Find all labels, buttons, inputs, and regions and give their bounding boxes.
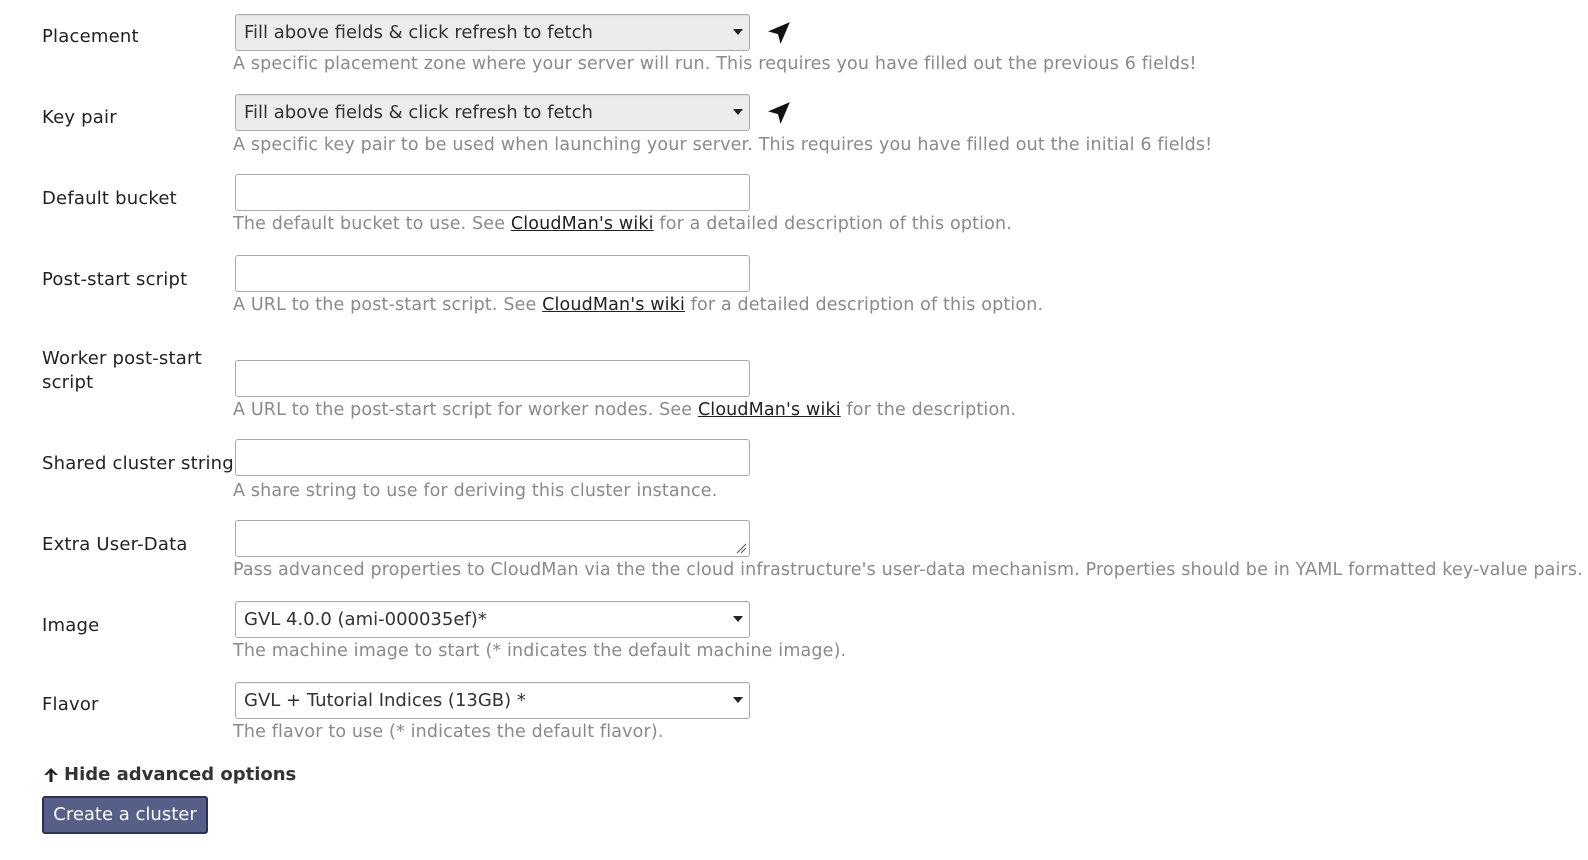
caret-down-icon: [733, 697, 743, 703]
extra-user-data-label: Extra User-Data: [42, 534, 188, 555]
post-start-script-input[interactable]: [235, 255, 750, 292]
shared-cluster-string-input[interactable]: [235, 439, 750, 476]
image-help: The machine image to start (* indicates the default machine image).: [233, 641, 847, 661]
caret-down-icon: [733, 109, 743, 115]
help-text: for a detailed description of this option.: [653, 214, 1012, 234]
image-select[interactable]: [235, 601, 750, 638]
key-pair-select[interactable]: [235, 94, 750, 131]
worker-post-start-script-help: [233, 399, 1016, 421]
help-text: The default bucket to use. See: [233, 214, 511, 234]
label-line: script: [42, 372, 94, 393]
caret-down-icon: [733, 616, 743, 622]
key-pair-help: A specific key pair to be used when launching your server. This requires you have filled out the initial 6 fields!: [233, 135, 1213, 155]
placement-select-value: Fill above fields & click refresh to fetch: [244, 22, 593, 43]
arrow-up-icon: [42, 766, 60, 784]
key-pair-label: Key pair: [42, 107, 117, 128]
placement-select[interactable]: [235, 14, 750, 51]
placement-label: Placement: [42, 26, 139, 47]
cloudman-wiki-link[interactable]: CloudMan's wiki: [542, 295, 685, 315]
create-cluster-button[interactable]: Create a cluster: [42, 796, 208, 834]
location-arrow-icon[interactable]: [766, 20, 792, 46]
label-line: Worker post-start: [42, 348, 202, 369]
hide-advanced-options-link[interactable]: [42, 763, 296, 787]
image-select-value: GVL 4.0.0 (ami-000035ef)*: [244, 609, 487, 630]
flavor-select-value: GVL + Tutorial Indices (13GB) *: [244, 690, 526, 711]
key-pair-select-value: Fill above fields & click refresh to fetch: [244, 102, 593, 123]
shared-cluster-string-label: Shared cluster string: [42, 453, 234, 474]
caret-down-icon: [733, 29, 743, 35]
resize-grip-icon[interactable]: [735, 542, 747, 554]
worker-post-start-script-label: [42, 347, 202, 395]
flavor-label: Flavor: [42, 694, 99, 715]
placement-help: A specific placement zone where your server will run. This requires you have filled out the previous 6 fields!: [233, 54, 1197, 74]
default-bucket-help: [233, 213, 1012, 235]
cloudman-wiki-link[interactable]: CloudMan's wiki: [697, 400, 841, 420]
post-start-script-help: [233, 294, 1043, 316]
cloudman-wiki-link[interactable]: CloudMan's wiki: [510, 214, 654, 234]
default-bucket-input[interactable]: [235, 174, 750, 211]
flavor-help: The flavor to use (* indicates the default flavor).: [233, 722, 664, 742]
shared-cluster-string-help: A share string to use for deriving this cluster instance.: [233, 481, 718, 501]
default-bucket-label: Default bucket: [42, 188, 177, 209]
help-text: A URL to the post-start script. See: [233, 295, 543, 315]
flavor-select[interactable]: [235, 682, 750, 719]
location-arrow-icon[interactable]: [766, 100, 792, 126]
post-start-script-label: Post-start script: [42, 269, 188, 290]
extra-user-data-textarea[interactable]: [235, 520, 750, 557]
hide-advanced-options-label: Hide advanced options: [64, 764, 297, 785]
extra-user-data-help: Pass advanced properties to CloudMan via the the cloud infrastructure's user-data mechanism. Properties should be in YAML formatted key-value pairs.: [233, 560, 1583, 580]
help-text: for a detailed description of this option.: [684, 295, 1044, 315]
image-label: Image: [42, 615, 100, 636]
worker-post-start-script-input[interactable]: [235, 360, 750, 397]
help-text: A URL to the post-start script for worker nodes. See: [233, 400, 698, 420]
help-text: for the description.: [840, 400, 1017, 420]
